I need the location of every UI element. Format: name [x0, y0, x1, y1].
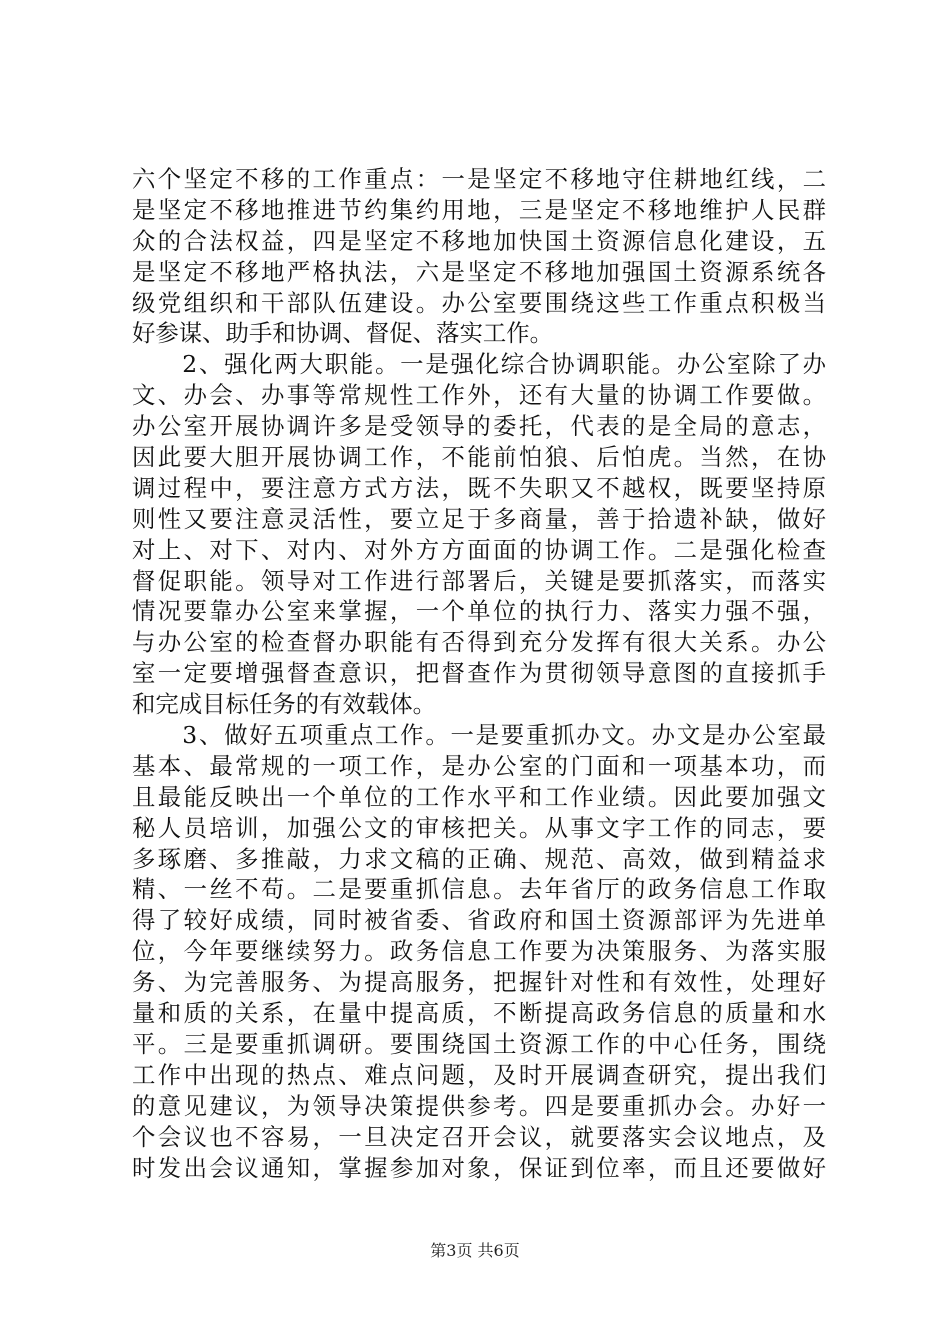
- text-line: 调过程中，要注意方式方法，既不失职又不越权，既要坚持原: [132, 473, 826, 502]
- text-line: 和完成目标任务的有效载体。: [132, 690, 437, 719]
- text-line: 情况要靠办公室来掌握，一个单位的执行力、落实力强不强，: [132, 597, 826, 626]
- text-line: 好参谋、助手和协调、督促、落实工作。: [132, 319, 554, 348]
- text-line: 是坚定不移地推进节约集约用地，三是坚定不移地维护人民群: [132, 195, 826, 224]
- text-line: 2、强化两大职能。一是强化综合协调职能。办公室除了办: [132, 350, 826, 379]
- text-line: 督促职能。领导对工作进行部署后，关键是要抓落实，而落实: [132, 566, 826, 595]
- text-line: 务、为完善服务、为提高服务，把握针对性和有效性，处理好: [132, 968, 826, 997]
- text-line: 级党组织和干部队伍建设。办公室要围绕这些工作重点积极当: [132, 288, 826, 317]
- text-line: 个会议也不容易，一旦决定召开会议，就要落实会议地点，及: [132, 1122, 826, 1151]
- text-line: 平。三是要重抓调研。要围绕国土资源工作的中心任务，围绕: [132, 1029, 826, 1058]
- document-body: [132, 164, 826, 1183]
- text-line: 六个坚定不移的工作重点：一是坚定不移地守住耕地红线，二: [132, 165, 826, 193]
- text-line: 文、办会、办事等常规性工作外，还有大量的协调工作要做。: [132, 381, 826, 410]
- text-line: 对上、对下、对内、对外方方面面的协调工作。二是强化检查: [132, 535, 826, 564]
- text-line: 因此要大胆开展协调工作，不能前怕狼、后怕虎。当然，在协: [132, 443, 826, 472]
- text-line: 位，今年要继续努力。政务信息工作要为决策服务、为落实服: [132, 937, 826, 966]
- text-line: 秘人员培训，加强公文的审核把关。从事文字工作的同志，要: [132, 813, 826, 842]
- text-line: 室一定要增强督查意识，把督查作为贯彻领导意图的直接抓手: [132, 659, 826, 688]
- page-number-footer: 第3页 共6页: [430, 1241, 520, 1260]
- text-line: 众的合法权益，四是坚定不移地加快国土资源信息化建设，五: [132, 226, 826, 255]
- text-line: 办公室开展协调许多是受领导的委托，代表的是全局的意志，: [132, 412, 826, 441]
- text-line: 与办公室的检查督办职能有否得到充分发挥有很大关系。办公: [132, 628, 826, 657]
- text-line: 则性又要注意灵活性，要立足于多商量，善于拾遗补缺，做好: [132, 504, 826, 533]
- text-line: 量和质的关系，在量中提高质，不断提高政务信息的质量和水: [132, 999, 826, 1028]
- text-line: 精、一丝不苟。二是要重抓信息。去年省厅的政务信息工作取: [132, 875, 826, 904]
- text-line: 工作中出现的热点、难点问题，及时开展调查研究，提出我们: [132, 1060, 826, 1089]
- text-line: 基本、最常规的一项工作，是办公室的门面和一项基本功，而: [132, 751, 826, 780]
- text-line: 的意见建议，为领导决策提供参考。四是要重抓办会。办好一: [132, 1091, 826, 1120]
- text-line: 是坚定不移地严格执法，六是坚定不移地加强国土资源系统各: [132, 257, 826, 286]
- text-line: 3、做好五项重点工作。一是要重抓办文。办文是办公室最: [132, 721, 826, 750]
- text-line: 时发出会议通知，掌握参加对象，保证到位率，而且还要做好: [132, 1153, 826, 1182]
- text-line: 得了较好成绩，同时被省委、省政府和国土资源部评为先进单: [132, 906, 826, 935]
- text-line: 且最能反映出一个单位的工作水平和工作业绩。因此要加强文: [132, 782, 826, 811]
- text-line: 多琢磨、多推敲，力求文稿的正确、规范、高效，做到精益求: [132, 844, 826, 873]
